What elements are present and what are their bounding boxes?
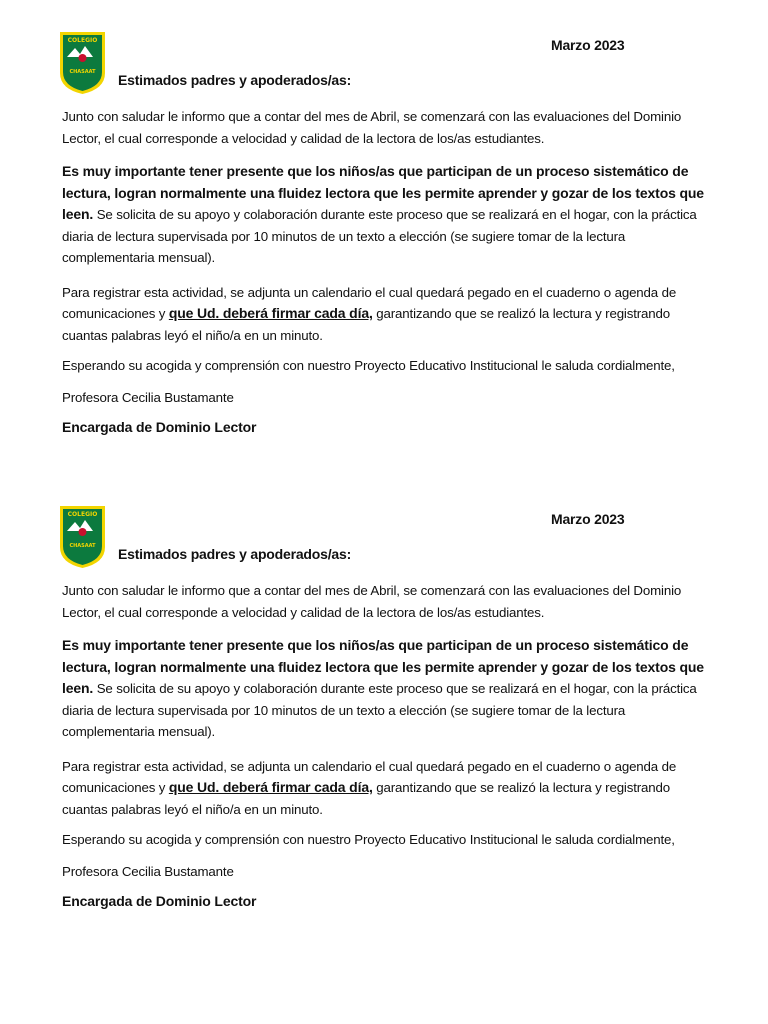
sign-daily-underlined: que Ud. deberá firmar cada día, xyxy=(168,779,373,795)
letter-1 xyxy=(0,0,768,470)
signature-name: Profesora Cecilia Bustamante xyxy=(62,390,234,405)
signature-role: Encargada de Dominio Lector xyxy=(62,892,257,909)
crest-top-text: COLEGIO xyxy=(67,37,98,44)
importance-bold-text: Es muy importante tener presente que los niños/as que participan de un proceso sistemático de lectura, logran normalmente una fluidez lectora que les permite aprender y gozar de los textos que leen. xyxy=(62,163,704,222)
letter-date: Marzo 2023 xyxy=(551,511,625,527)
paragraph-closing: Esperando su acogida y comprensión con nuestro Proyecto Educativo Institucional le saluda cordialmente, xyxy=(62,832,675,847)
importance-rest-text: Se solicita de su apoyo y colaboración durante este proceso que se realizará en el hogar, con la práctica diaria de lectura supervisada por 10 minutos de un texto a elección (se sugiere tomar de la lectura complementaria mensual). xyxy=(62,681,697,739)
school-crest-icon xyxy=(59,505,106,569)
crest-top-text: COLEGIO xyxy=(67,511,98,518)
importance-rest-text: Se solicita de su apoyo y colaboración durante este proceso que se realizará en el hogar, con la práctica diaria de lectura supervisada por 10 minutos de un texto a elección (se sugiere tomar de la lectura complementaria mensual). xyxy=(62,207,697,265)
calendar-text-start: Para registrar esta actividad, se adjunta un calendario el cual quedará pegado en el cuaderno o agenda de comunicaciones y xyxy=(62,284,677,321)
paragraph-closing: Esperando su acogida y comprensión con nuestro Proyecto Educativo Institucional le saluda cordialmente, xyxy=(62,358,675,373)
calendar-text-end: garantizando que se realizó la lectura y registrando cuantas palabras leyó el niño/a en un minuto. xyxy=(62,780,671,817)
letter-date: Marzo 2023 xyxy=(551,37,625,53)
paragraph-calendar xyxy=(62,756,712,821)
greeting: Estimados padres y apoderados/as: xyxy=(118,546,352,562)
crest-bottom-text: CHASAAT xyxy=(69,543,96,549)
signature-role: Encargada de Dominio Lector xyxy=(62,418,257,435)
paragraph-intro: Junto con saludar le informo que a contar del mes de Abril, se comenzará con las evaluaciones del Dominio Lector, el cual corresponde a velocidad y calidad de la lectora de los/as estudiantes. xyxy=(62,583,682,620)
sign-daily-underlined: que Ud. deberá firmar cada día, xyxy=(168,305,373,321)
paragraph-calendar xyxy=(62,282,712,347)
calendar-text-end: garantizando que se realizó la lectura y registrando cuantas palabras leyó el niño/a en un minuto. xyxy=(62,306,671,343)
importance-bold-text: Es muy importante tener presente que los niños/as que participan de un proceso sistemático de lectura, logran normalmente una fluidez lectora que les permite aprender y gozar de los textos que leen. xyxy=(62,637,704,696)
school-crest-icon xyxy=(59,31,106,95)
letter-body xyxy=(62,580,712,912)
crest-bottom-text: CHASAAT xyxy=(69,69,96,75)
letter-2 xyxy=(0,474,768,944)
signature-name: Profesora Cecilia Bustamante xyxy=(62,864,234,879)
letter-body xyxy=(62,106,712,438)
paragraph-importance xyxy=(62,161,712,269)
paragraph-intro: Junto con saludar le informo que a contar del mes de Abril, se comenzará con las evaluaciones del Dominio Lector, el cual corresponde a velocidad y calidad de la lectora de los/as estudiantes. xyxy=(62,109,682,146)
paragraph-importance xyxy=(62,635,712,743)
greeting: Estimados padres y apoderados/as: xyxy=(118,72,352,88)
calendar-text-start: Para registrar esta actividad, se adjunta un calendario el cual quedará pegado en el cuaderno o agenda de comunicaciones y xyxy=(62,758,677,795)
